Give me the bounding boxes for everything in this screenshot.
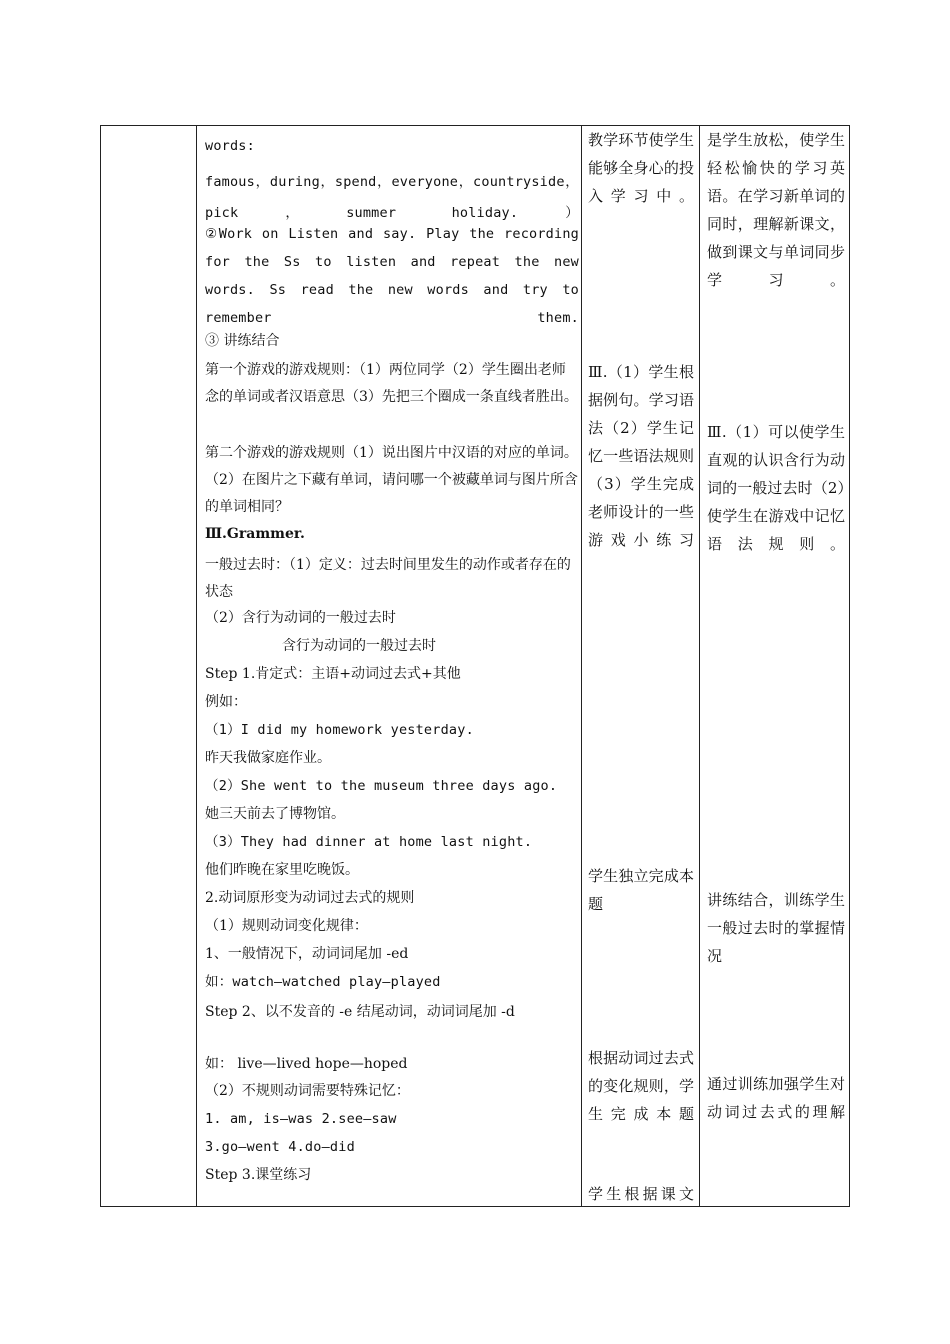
section-heading: Ⅲ.Grammer. xyxy=(205,526,305,542)
text-line: 他们昨晚在家里吃晚饭。 xyxy=(205,862,359,878)
text-line: （2）含行为动词的一般过去时 xyxy=(205,610,396,626)
text-line: 2.动词原形变为动词过去式的规则 xyxy=(205,890,415,906)
design-intent-text: 通过训练加强学生对动词过去式的理解 xyxy=(707,1075,845,1121)
student-activity-text: Ⅲ.（1）学生根据例句。学习语法（2）学生记忆一些语法规则（3）学生完成老师设计的一些游戏小练习 xyxy=(588,363,694,549)
text-line: （2）She went to the museum three days ago. xyxy=(205,778,558,794)
teaching-process-column xyxy=(205,126,579,1206)
design-intent-column xyxy=(707,126,845,1206)
student-activity-text: 根据动词过去式的变化规则，学生完成本题 xyxy=(588,1049,694,1123)
text-line: 1. am, is—was 2.see—saw xyxy=(205,1111,397,1127)
text-line: words: xyxy=(205,138,255,154)
text-line: （1）规则动词变化规律： xyxy=(205,918,368,934)
text-line: 如： live—lived hope—hoped xyxy=(205,1056,408,1072)
text-line: 含行为动词的一般过去时 xyxy=(282,638,436,654)
text-line: famous，during，spend，everyone，countryside，pick，summer holiday.） xyxy=(205,174,579,221)
column-divider xyxy=(581,126,582,1206)
design-intent-text: 讲练结合，训练学生一般过去时的掌握情况 xyxy=(707,891,845,965)
text-line: Step 3.课堂练习 xyxy=(205,1167,312,1183)
student-activity-column xyxy=(588,126,694,1206)
text-line: 1、一般情况下，动词词尾加 -ed xyxy=(205,946,409,962)
text-line: （1）I did my homework yesterday. xyxy=(205,722,474,738)
text-line: 第一个游戏的游戏规则：（1）两位同学（2）学生圈出老师念的单词或者汉语意思（3）先把三个圈成一条直线者胜出。 xyxy=(205,362,578,405)
design-intent-text: Ⅲ.（1）可以使学生直观的认识含行为动词的一般过去时（2）使学生在游戏中记忆语法规则。 xyxy=(707,423,845,553)
column-divider xyxy=(699,126,700,1206)
text-line: （2）不规则动词需要特殊记忆： xyxy=(205,1083,410,1099)
text-line: 第二个游戏的游戏规则（1）说出图片中汉语的对应的单词。（2）在图片之下藏有单词，请问哪一个被藏单词与图片所含的单词相同？ xyxy=(205,445,578,515)
text-line: 她三天前去了博物馆。 xyxy=(205,806,345,822)
student-activity-text: 学生根据课文 xyxy=(588,1185,694,1203)
text-line: Step 1.肯定式：主语+动词过去式+其他 xyxy=(205,666,461,682)
text-line: ②Work on Listen and say. Play the recording for the Ss to listen and repeat the new words. Ss read the new words and try to remember them. xyxy=(205,226,579,326)
text-line: Step 2、以不发音的 -e 结尾动词，动词词尾加 -d xyxy=(205,1004,515,1020)
text-line: 昨天我做家庭作业。 xyxy=(205,750,331,766)
text-line: 如：watch—watched play—played xyxy=(205,974,441,990)
text-line: 一般过去时：（1）定义：过去时间里发生的动作或者存在的状态 xyxy=(205,557,571,600)
text-line: （3）They had dinner at home last night. xyxy=(205,834,533,850)
text-line: ③ 讲练结合 xyxy=(205,333,280,349)
student-activity-text: 教学环节使学生能够全身心的投入学习中。 xyxy=(588,131,694,205)
text-line: 例如： xyxy=(205,694,247,710)
design-intent-text: 是学生放松，使学生轻松愉快的学习英语。在学习新单词的同时，理解新课文，做到课文与单词同步学习。 xyxy=(707,131,845,289)
student-activity-text: 学生独立完成本题 xyxy=(588,867,694,913)
text-line: 3.go—went 4.do—did xyxy=(205,1139,355,1155)
column-divider xyxy=(196,126,197,1206)
lesson-plan-table xyxy=(100,125,850,1207)
